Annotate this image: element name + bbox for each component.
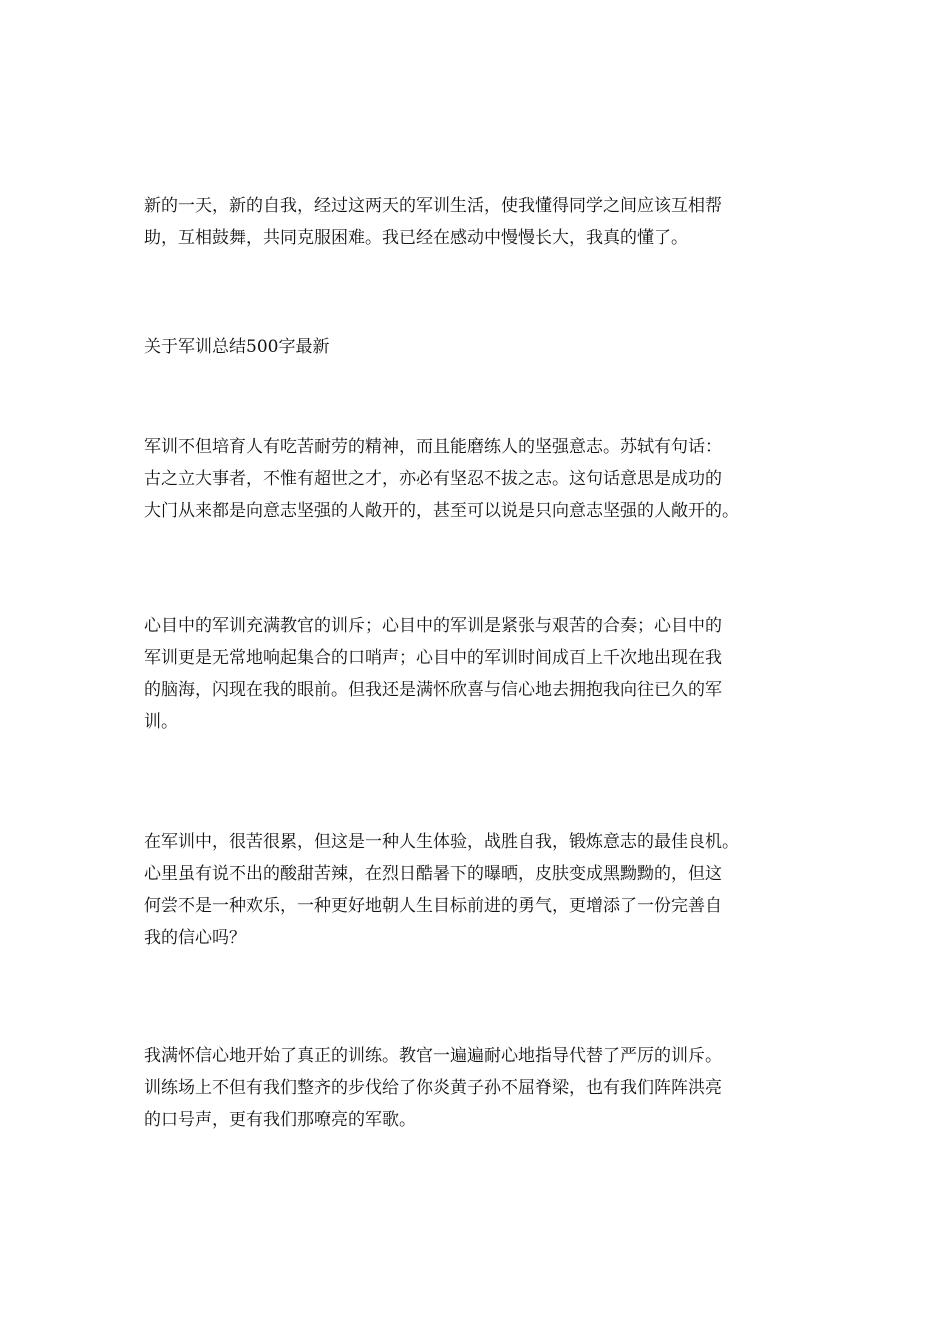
text-line: 军训更是无常地响起集合的口哨声；心目中的军训时间成百上千次地出现在我 [144,648,722,668]
paragraph-expectation [144,610,814,738]
paragraph-new-day [144,190,814,254]
text-line: 新的一天，新的自我，经过这两天的军训生活，使我懂得同学之间应该互相帮 [144,196,722,216]
text-line: 何尝不是一种欢乐，一种更好地朝人生目标前进的勇气，更增添了一份完善自 [144,896,722,916]
text-line: 助，互相鼓舞，共同克服困难。我已经在感动中慢慢长大，我真的懂了。 [144,228,688,248]
text-line: 心里虽有说不出的酸甜苦辣，在烈日酷暑下的曝晒，皮肤变成黑黝黝的，但这 [144,864,722,884]
text-line: 训练场上不但有我们整齐的步伐给了你炎黄子孙不屈脊梁，也有我们阵阵洪亮 [144,1078,722,1098]
text-line: 在军训中，很苦很累，但这是一种人生体验，战胜自我，锻炼意志的最佳良机。 [144,832,739,852]
text-line: 大门从来都是向意志坚强的人敞开的，甚至可以说是只向意志坚强的人敞开的。 [144,501,739,521]
text-line: 心目中的军训充满教官的训斥；心目中的军训是紧张与艰苦的合奏；心目中的 [144,616,722,636]
text-line: 军训不但培育人有吃苦耐劳的精神，而且能磨练人的坚强意志。苏轼有句话： [144,437,722,457]
text-line: 我的信心吗？ [144,928,246,948]
section-heading [144,331,814,363]
paragraph-training [144,1040,814,1136]
text-line: 的脑海，闪现在我的眼前。但我还是满怀欣喜与信心地去拥抱我向往已久的军 [144,680,722,700]
text-line: 训。 [144,712,178,732]
text-line: 古之立大事者，不惟有超世之才，亦必有坚忍不拔之志。这句话意思是成功的 [144,469,722,489]
paragraph-willpower [144,431,814,527]
text-line: 我满怀信心地开始了真正的训练。教官一遍遍耐心地指导代替了严厉的训斥。 [144,1046,722,1066]
paragraph-experience [144,826,814,954]
text-line: 的口号声，更有我们那嘹亮的军歌。 [144,1110,416,1130]
heading-text: 关于军训总结500字最新 [144,337,330,357]
